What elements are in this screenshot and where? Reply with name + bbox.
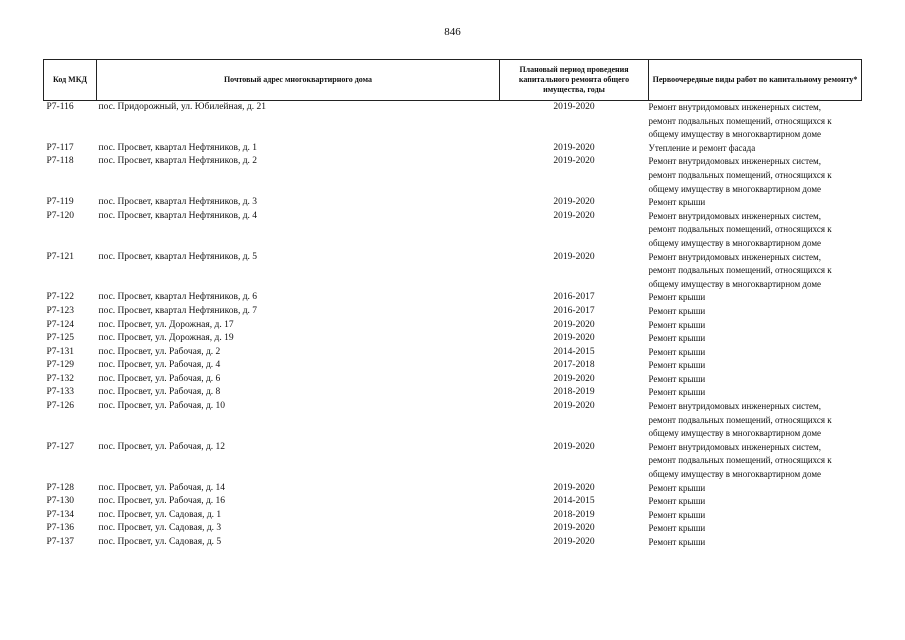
cell-works: [649, 482, 862, 496]
cell-address: пос. Просвет, квартал Нефтяников, д. 5: [98, 251, 258, 262]
cell-address: пос. Просвет, ул. Садовая, д. 5: [98, 537, 222, 547]
works-line: общему имуществу в многоквартирном доме: [648, 469, 822, 480]
cell-code: Р7-128: [46, 482, 74, 493]
works-line: общему имуществу в многоквартирном доме: [648, 237, 822, 248]
works-line: ремонт подвальных помещений, относящихся к: [648, 414, 832, 425]
cell-works: [649, 319, 862, 333]
works-line: Ремонт крыши: [648, 387, 706, 398]
works-line: общему имуществу в многоквартирном доме: [648, 183, 822, 194]
cell-period: 2019-2020: [553, 441, 595, 452]
cell-address: пос. Просвет, ул. Рабочая, д. 12: [98, 441, 226, 452]
table-row: [44, 373, 862, 387]
header-code: Код МКД: [44, 60, 97, 101]
cell-works: [649, 101, 862, 142]
cell-address: пос. Просвет, ул. Садовая, д. 3: [98, 523, 222, 534]
cell-works: [649, 210, 862, 251]
header-address: Почтовый адрес многоквартирного дома: [97, 60, 500, 101]
works-line: Ремонт крыши: [648, 496, 706, 507]
cell-works: [649, 305, 862, 319]
works-line: Утепление и ремонт фасада: [648, 142, 756, 153]
works-line: Ремонт внутридомовых инженерных систем,: [648, 441, 821, 452]
cell-code: Р7-132: [46, 373, 74, 384]
table-row: [44, 319, 862, 333]
table-row: [44, 495, 862, 509]
cell-code: Р7-117: [46, 142, 74, 153]
works-line: Ремонт крыши: [648, 360, 706, 371]
table-row: [44, 482, 862, 496]
cell-works: [649, 509, 862, 523]
cell-works: [649, 536, 862, 550]
table-row: [44, 522, 862, 536]
cell-period: 2018-2019: [553, 387, 595, 398]
cell-period: 2019-2020: [553, 537, 595, 547]
cell-address: пос. Просвет, ул. Рабочая, д. 2: [98, 346, 221, 357]
table-row: [44, 142, 862, 156]
cell-address: пос. Просвет, ул. Рабочая, д. 16: [98, 496, 226, 507]
cell-period: 2016-2017: [553, 305, 595, 316]
works-line: Ремонт крыши: [648, 373, 706, 384]
cell-period: 2019-2020: [553, 156, 595, 167]
works-line: общему имуществу в многоквартирном доме: [648, 129, 822, 140]
cell-address: пос. Просвет, ул. Рабочая, д. 6: [98, 373, 221, 384]
table-row: [44, 210, 862, 251]
works-line: Ремонт крыши: [648, 305, 706, 316]
cell-code: Р7-123: [46, 305, 74, 316]
table-row: [44, 400, 862, 441]
cell-works: [649, 155, 862, 196]
table-row: [44, 196, 862, 210]
cell-code: Р7-127: [46, 441, 74, 452]
cell-period: 2016-2017: [553, 292, 595, 303]
cell-address: пос. Просвет, ул. Рабочая, д. 8: [98, 387, 221, 398]
cell-address: пос. Придорожный, ул. Юбилейная, д. 21: [98, 102, 266, 112]
table-row: [44, 305, 862, 319]
cell-period: 2018-2019: [553, 509, 595, 520]
works-line: ремонт подвальных помещений, относящихся к: [648, 169, 832, 180]
cell-code: Р7-122: [46, 292, 74, 303]
works-line: ремонт подвальных помещений, относящихся к: [648, 265, 832, 276]
cell-period: 2019-2020: [553, 102, 595, 112]
cell-code: Р7-119: [46, 197, 74, 208]
cell-period: 2014-2015: [553, 346, 595, 357]
cell-period: 2019-2020: [553, 401, 595, 412]
works-line: общему имуществу в многоквартирном доме: [648, 278, 822, 289]
cell-works: [649, 522, 862, 536]
cell-works: [649, 346, 862, 360]
works-line: Ремонт крыши: [648, 523, 706, 534]
table-row: [44, 346, 862, 360]
cell-works: [649, 251, 862, 292]
cell-period: 2019-2020: [553, 482, 595, 493]
works-line: Ремонт крыши: [648, 482, 706, 493]
cell-works: [649, 142, 862, 156]
table-row: [44, 441, 862, 482]
cell-address: пос. Просвет, квартал Нефтяников, д. 4: [98, 210, 258, 221]
works-line: ремонт подвальных помещений, относящихся к: [648, 115, 832, 126]
cell-period: 2014-2015: [553, 496, 595, 507]
works-line: общему имуществу в многоквартирном доме: [648, 428, 822, 439]
cell-code: Р7-118: [46, 156, 74, 167]
works-line: Ремонт внутридомовых инженерных систем,: [648, 401, 821, 412]
cell-period: 2019-2020: [553, 210, 595, 221]
works-line: Ремонт крыши: [648, 537, 706, 547]
cell-code: Р7-131: [46, 346, 74, 357]
table-row: [44, 332, 862, 346]
cell-period: 2019-2020: [553, 333, 595, 344]
cell-code: Р7-133: [46, 387, 74, 398]
cell-period: 2019-2020: [553, 197, 595, 208]
works-line: Ремонт крыши: [648, 333, 706, 344]
cell-address: пос. Просвет, ул. Садовая, д. 1: [98, 509, 222, 520]
table-row: [44, 101, 862, 142]
cell-period: 2019-2020: [553, 373, 595, 384]
cell-address: пос. Просвет, квартал Нефтяников, д. 1: [98, 142, 258, 153]
table-row: [44, 509, 862, 523]
cell-address: пос. Просвет, ул. Дорожная, д. 19: [98, 333, 234, 344]
table-row: [44, 536, 862, 550]
header-period: Плановый период проведения капитального ремонта общего имущества, годы: [500, 60, 649, 101]
works-line: Ремонт крыши: [648, 346, 706, 357]
cell-code: Р7-126: [46, 401, 74, 412]
cell-address: пос. Просвет, квартал Нефтяников, д. 3: [98, 197, 258, 208]
cell-address: пос. Просвет, ул. Рабочая, д. 4: [98, 360, 221, 371]
works-line: ремонт подвальных помещений, относящихся к: [648, 224, 832, 235]
cell-code: Р7-130: [46, 496, 74, 507]
cell-code: Р7-136: [46, 523, 74, 534]
table-row: [44, 251, 862, 292]
works-line: Ремонт крыши: [648, 197, 706, 208]
cell-period: 2019-2020: [553, 142, 595, 153]
cell-works: [649, 495, 862, 509]
cell-code: Р7-116: [46, 102, 74, 112]
cell-code: Р7-129: [46, 360, 74, 371]
cell-period: 2017-2018: [553, 360, 595, 371]
table-row: [44, 155, 862, 196]
cell-address: пос. Просвет, квартал Нефтяников, д. 6: [98, 292, 258, 303]
cell-works: [649, 196, 862, 210]
cell-works: [649, 400, 862, 441]
cell-works: [649, 359, 862, 373]
works-line: ремонт подвальных помещений, относящихся к: [648, 455, 832, 466]
works-line: Ремонт крыши: [648, 509, 706, 520]
table-row: [44, 291, 862, 305]
cell-code: Р7-120: [46, 210, 74, 221]
works-line: Ремонт крыши: [648, 292, 706, 303]
table-body: [44, 101, 862, 550]
cell-works: [649, 332, 862, 346]
table-row: [44, 386, 862, 400]
works-line: Ремонт внутридомовых инженерных систем,: [648, 251, 821, 262]
cell-works: [649, 373, 862, 387]
cell-code: Р7-121: [46, 251, 74, 262]
cell-code: Р7-134: [46, 509, 74, 520]
cell-works: [649, 441, 862, 482]
cell-address: пос. Просвет, ул. Рабочая, д. 14: [98, 482, 226, 493]
page-number: 846: [444, 26, 461, 38]
cell-code: Р7-125: [46, 333, 74, 344]
cell-address: пос. Просвет, ул. Дорожная, д. 17: [98, 319, 234, 330]
works-line: Ремонт внутридомовых инженерных систем,: [648, 156, 821, 167]
cell-address: пос. Просвет, квартал Нефтяников, д. 2: [98, 156, 258, 167]
works-line: Ремонт внутридомовых инженерных систем,: [648, 210, 821, 221]
cell-period: 2019-2020: [553, 523, 595, 534]
cell-works: [649, 386, 862, 400]
cell-code: Р7-124: [46, 319, 74, 330]
header-works: Первоочередные виды работ по капитальному ремонту*: [649, 60, 862, 101]
cell-period: 2019-2020: [553, 319, 595, 330]
cell-period: 2019-2020: [553, 251, 595, 262]
table-header: [44, 60, 862, 101]
cell-address: пос. Просвет, ул. Рабочая, д. 10: [98, 401, 226, 412]
cell-works: [649, 291, 862, 305]
cell-code: Р7-137: [46, 537, 74, 547]
works-line: Ремонт внутридомовых инженерных систем,: [648, 102, 821, 112]
works-line: Ремонт крыши: [648, 319, 706, 330]
mkd-table: [43, 59, 862, 550]
cell-address: пос. Просвет, квартал Нефтяников, д. 7: [98, 305, 258, 316]
table-row: [44, 359, 862, 373]
